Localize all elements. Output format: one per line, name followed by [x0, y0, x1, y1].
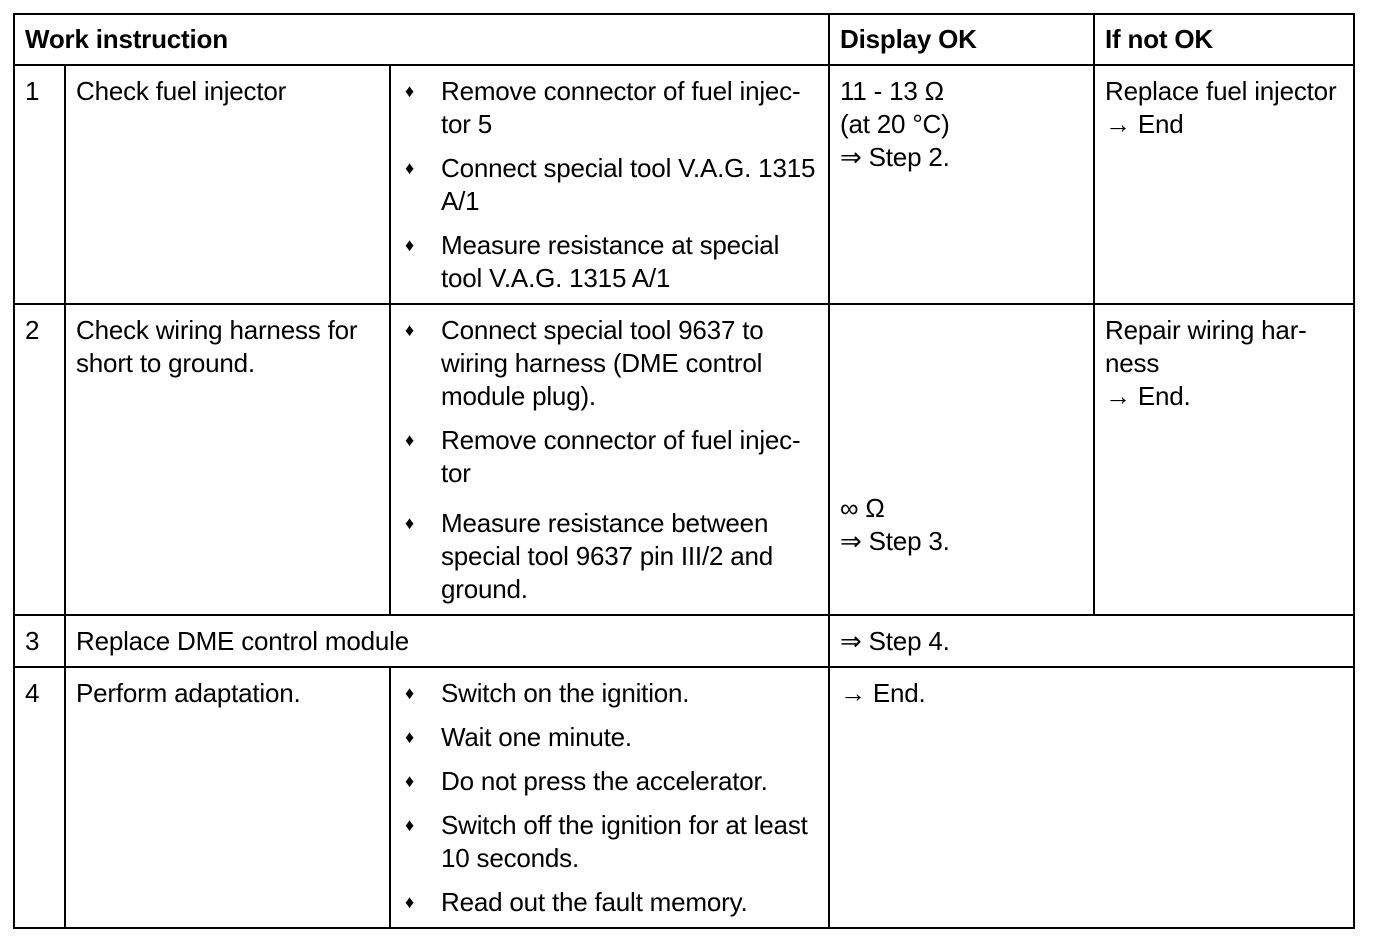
list-item — [401, 507, 818, 606]
list-item-text: Measure resistance at special tool V.A.G. 1315 A/1 — [441, 230, 780, 293]
list-item — [401, 886, 818, 919]
display-ok-line: ⇒ Step 2. — [840, 142, 950, 172]
diamond-bullet-icon: ♦ — [405, 430, 414, 450]
header-row — [14, 14, 1354, 65]
table-row — [14, 667, 1354, 928]
table-row — [14, 65, 1354, 304]
if-not-ok-cell — [1094, 65, 1354, 304]
list-item-text: Remove connector of fuel injec-tor 5 — [441, 76, 801, 139]
header-if-not-ok: If not OK — [1094, 14, 1354, 65]
display-ok-line: ⇒ Step 3. — [840, 526, 950, 556]
list-item-text: Connect special tool 9637 to wiring harness (DME control module plug). — [441, 315, 764, 411]
table-row — [14, 304, 1354, 615]
step-number: 2 — [14, 304, 65, 615]
list-item — [401, 424, 818, 490]
diamond-bullet-icon: ♦ — [405, 513, 414, 533]
steps-cell — [390, 304, 829, 615]
header-display-ok: Display OK — [829, 14, 1094, 65]
step-list — [401, 677, 818, 919]
steps-cell — [390, 667, 829, 928]
list-item — [401, 809, 818, 875]
work-instruction-table — [13, 13, 1355, 929]
diamond-bullet-icon: ♦ — [405, 158, 414, 178]
steps-cell — [390, 65, 829, 304]
display-ok-cell — [829, 65, 1094, 304]
if-not-ok-line: → End. — [1105, 381, 1191, 411]
list-item-text: Do not press the accelerator. — [441, 766, 768, 796]
task-cell: Check fuel injector — [65, 65, 390, 304]
if-not-ok-line: Repair wiring har-ness — [1105, 315, 1307, 378]
diamond-bullet-icon: ♦ — [405, 771, 414, 791]
list-item — [401, 229, 818, 295]
step-number: 4 — [14, 667, 65, 928]
list-item-text: Wait one minute. — [441, 722, 632, 752]
diamond-bullet-icon: ♦ — [405, 815, 414, 835]
display-ok-line: (at 20 °C) — [840, 109, 950, 139]
if-not-ok-line: Replace fuel injector — [1105, 76, 1337, 106]
list-item — [401, 677, 818, 710]
list-item — [401, 152, 818, 218]
step-list — [401, 314, 818, 606]
table-row — [14, 615, 1354, 667]
list-item — [401, 75, 818, 141]
list-item-text: Remove connector of fuel injec-tor — [441, 425, 801, 488]
display-ok-cell: → End. — [829, 667, 1354, 928]
diamond-bullet-icon: ♦ — [405, 683, 414, 703]
diamond-bullet-icon: ♦ — [405, 727, 414, 747]
diamond-bullet-icon: ♦ — [405, 81, 414, 101]
if-not-ok-cell — [1094, 304, 1354, 615]
step-number: 1 — [14, 65, 65, 304]
list-item-text: Read out the fault memory. — [441, 887, 748, 917]
display-ok-line: ∞ Ω — [840, 493, 885, 523]
display-ok-line: 11 - 13 Ω — [840, 76, 944, 106]
cell-spacer — [840, 314, 1083, 492]
display-ok-cell — [829, 304, 1094, 615]
task-cell: Replace DME control module — [65, 615, 829, 667]
list-item-text: Switch off the ignition for at least 10 seconds. — [441, 810, 808, 873]
list-item — [401, 765, 818, 798]
task-cell: Check wiring harness for short to ground. — [65, 304, 390, 615]
diamond-bullet-icon: ♦ — [405, 235, 414, 255]
diamond-bullet-icon: ♦ — [405, 320, 414, 340]
list-item-text: Measure resistance between special tool 9637 pin III/2 and ground. — [441, 508, 774, 604]
diamond-bullet-icon: ♦ — [405, 892, 414, 912]
list-item-text: Switch on the ignition. — [441, 678, 690, 708]
step-list — [401, 75, 818, 295]
if-not-ok-line: → End — [1105, 109, 1184, 139]
header-work-instruction: Work instruction — [14, 14, 829, 65]
list-item — [401, 314, 818, 413]
step-number: 3 — [14, 615, 65, 667]
list-item — [401, 721, 818, 754]
list-item-text: Connect special tool V.A.G. 1315 A/1 — [441, 153, 816, 216]
display-ok-cell: ⇒ Step 4. — [829, 615, 1354, 667]
task-cell: Perform adaptation. — [65, 667, 390, 928]
